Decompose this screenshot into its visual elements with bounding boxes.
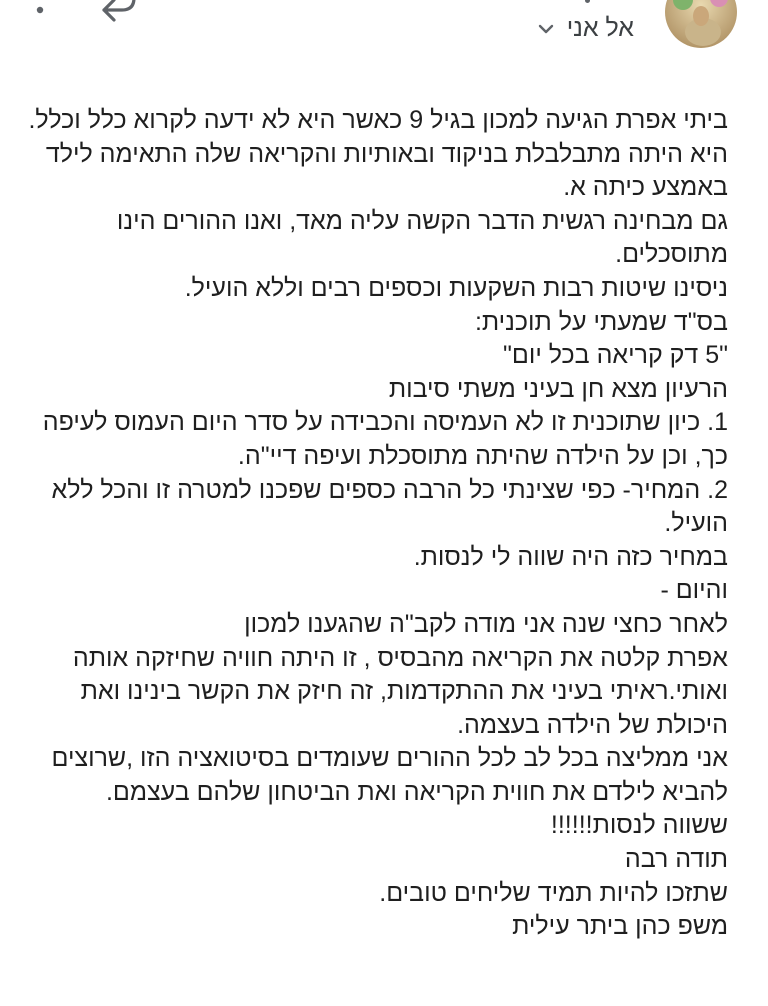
body-line: ואותי.ראיתי בעיני את ההתקדמות, זה חיזק את הקשר בינינו ואת [80, 677, 728, 706]
body-line: מתוסכלים. [615, 240, 728, 269]
email-body [0, 104, 768, 944]
reply-icon[interactable] [100, 0, 140, 24]
body-line: במחיר כזה היה שווה לי לנסות. [413, 542, 728, 571]
top-dot [585, 0, 590, 3]
body-line: גם מבחינה רגשית הדבר הקשה עליה מאד, ואנו ההורים הינו [116, 206, 728, 235]
body-line: שתזכו להיות תמיד שליחים טובים. [379, 878, 728, 907]
email-header [0, 0, 768, 60]
body-line: ששווה לנסות!!!!!! [550, 811, 728, 840]
body-line: 1. כיון שתוכנית זו לא העמיסה והכבידה על סדר היום העמוס לעיפה [42, 408, 728, 437]
sender-name: אל אני [566, 14, 634, 42]
body-line: היכולת של הילדה בעצמה. [457, 710, 728, 739]
body-line: בס"ד שמעתי על תוכנית: [474, 307, 728, 336]
body-line: כך, וכן על הילדה שהיתה מתוסכלת ועיפה דיי"ה. [237, 441, 728, 470]
body-line: ניסינו שיטות רבות השקעות וכספים רבים וללא הועיל. [184, 273, 728, 302]
body-line: הועיל. [664, 509, 728, 538]
body-line: היא היתה מתבלבלת בניקוד ובאותיות והקריאה שלה התאימה לילד [45, 139, 728, 168]
body-line: 2. המחיר- כפי שצינתי כל הרבה כספים שפכנו למטרה זו והכל ללא [51, 475, 728, 504]
body-line: לאחר כחצי שנה אני מודה לקב"ה שהגענו למכון [244, 609, 728, 638]
sender-details-toggle[interactable] [537, 14, 634, 43]
body-line: אפרת קלטה את הקריאה מהבסיס , זו היתה חוויה שחיזקה אותה [72, 643, 728, 672]
chevron-down-icon[interactable] [537, 22, 555, 36]
body-line: ביתי אפרת הגיעה למכון בגיל 9 כאשר היא לא ידעה לקרוא כלל וכלל. [28, 106, 728, 134]
body-line: הרעיון מצא חן בעיני משתי סיבות [388, 374, 728, 403]
sender-avatar[interactable] [665, 0, 737, 48]
more-vert-icon[interactable] [28, 0, 52, 28]
body-line: "5 דק קריאה בכל יום" [503, 341, 728, 370]
body-line: אני ממליצה בכל לב לכל ההורים שעומדים בסיטואציה הזו ,שרוצים [51, 744, 728, 773]
body-line: באמצע כיתה א. [563, 173, 728, 202]
body-line: משפ כהן ביתר עילית [512, 912, 728, 941]
avatar-image [665, 0, 737, 48]
body-line: והיום - [660, 576, 728, 605]
body-line: תודה רבה [624, 845, 728, 874]
body-line: להביא לילדם את חווית הקריאה ואת הביטחון שלהם בעצמם. [105, 777, 728, 806]
